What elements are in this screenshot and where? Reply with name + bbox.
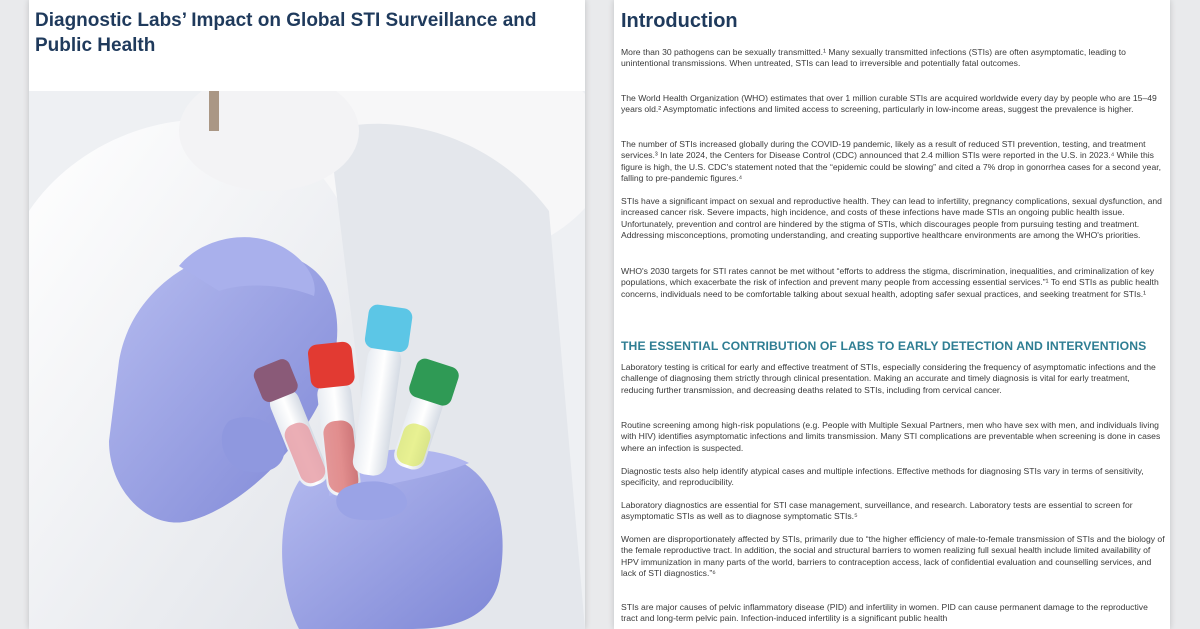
lab-tubes-gloved-hands-image — [29, 91, 585, 629]
section-paragraph: Diagnostic tests also help identify atypical cases and multiple infections. Effective methods for diagnosing STIs vary in terms of sensitivity, specificity, and reproducibility. — [621, 466, 1144, 488]
cover-page — [29, 0, 585, 629]
intro-paragraph: WHO's 2030 targets for STI rates cannot be met without “efforts to address the stigma, discrimination, inequalities, and criminalization of key populations, which exacerbate the risk of infection and prevent many people from accessing essential services.”¹ To end STIs as public health concerns, individuals need to be comfortable talking about sexual health, adopting safer sexual practices, and seeking treatment for STIs.¹ — [621, 266, 1159, 299]
section-heading: THE ESSENTIAL CONTRIBUTION OF LABS TO EARLY DETECTION AND INTERVENTIONS — [621, 339, 1147, 353]
section-paragraph: Women are disproportionately affected by STIs, primarily due to “the higher efficiency of male-to-female transmission of STIs and the biology of the female reproductive tract. In addition, the social and structural barriers to women realizing full sexual health include limited availability of HPV immunization in many parts of the world, barriers to contraception access, lack of confidential evaluation and counselling services, and lack of STI diagnostics.”⁶ — [621, 534, 1165, 579]
introduction-page — [614, 0, 1170, 629]
cover-title: Diagnostic Labs’ Impact on Global STI Surveillance and Public Health — [35, 10, 537, 56]
intro-paragraph: The World Health Organization (WHO) estimates that over 1 million curable STIs are acquired worldwide every day by people who are 15–49 years old.² Asymptomatic infections and limited access to screening, particularly in low-income areas, suggest the prevalence is higher. — [621, 93, 1157, 115]
section-paragraph: STIs are major causes of pelvic inflammatory disease (PID) and infertility in women. PID can cause permanent damage to the reproductive tract and long-term pelvic pain. Infection-induced infertility is a significant public health — [621, 602, 1148, 624]
intro-paragraph: STIs have a significant impact on sexual and reproductive health. They can lead to infertility, pregnancy complications, sexual dysfunction, and increased cancer risk. Severe impacts, high incidence, and costs of these infections have made STIs an ongoing public health issue. Unfortunately, prevention and control are hindered by the stigma of STIs, which discourages people from pursuing testing and treatment. Addressing misconceptions, promoting understanding, and creating supportive healthcare environments are among the WHO's priorities. — [621, 196, 1162, 241]
intro-paragraph: The number of STIs increased globally during the COVID-19 pandemic, likely as a result of reduced STI prevention, testing, and treatment services.³ In late 2024, the Centers for Disease Control (CDC) announced that 2.4 million STIs were reported in the U.S. in 2023.⁴ While this figure is high, the U.S. CDC's statement noted that the “epidemic could be slowing” and cited a 7% drop in gonorrhea cases for a second year, falling to pre-pandemic figures.⁴ — [621, 139, 1162, 184]
section-paragraph: Routine screening among high-risk populations (e.g. People with Multiple Sexual Partners, men who have sex with men, and individuals living with HIV) identifies asymptomatic infections and limits transmission. Many STI complications are preventable when screening is done in cases where an infection is suspected. — [621, 420, 1161, 453]
photo-illustration — [29, 91, 585, 629]
introduction-title: Introduction — [621, 10, 738, 32]
intro-paragraph: More than 30 pathogens can be sexually transmitted.¹ Many sexually transmitted infections (STIs) are often asymptomatic, leading to unintentional transmissions. When untreated, STIs can lead to irreversible and potentially fatal outcomes. — [621, 47, 1126, 69]
section-paragraph: Laboratory diagnostics are essential for STI case management, surveillance, and research. Laboratory tests are essential to screen for asymptomatic STIs as well as to diagnose symptomatic STIs.⁵ — [621, 500, 1133, 522]
section-paragraph: Laboratory testing is critical for early and effective treatment of STIs, especially considering the frequency of asymptomatic infections and the challenge of diagnosing them strictly through clinical presentation. Making an accurate and timely diagnosis is vital for early treatment, reducing further transmission, and decreasing deaths related to STIs, including from cervical cancer. — [621, 362, 1156, 395]
